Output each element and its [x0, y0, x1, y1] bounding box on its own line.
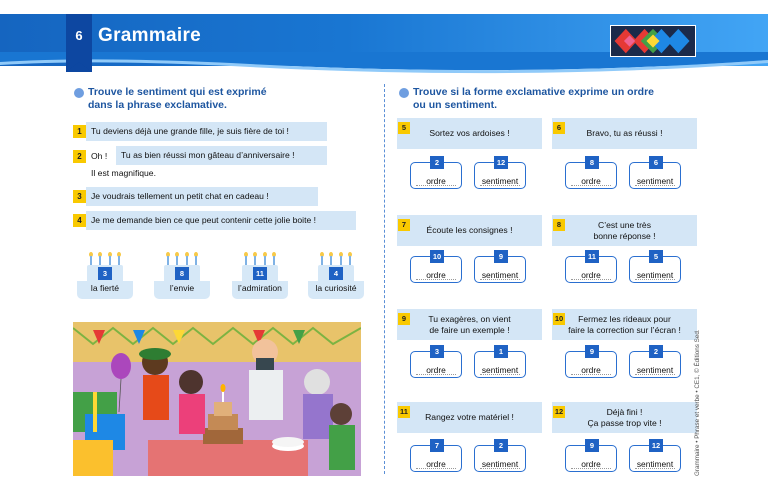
- card-text-line1: Sortez vos ardoises !: [429, 128, 510, 138]
- birthday-party-illustration: [73, 322, 361, 476]
- answer-number: 6: [649, 156, 663, 169]
- sentiment-answer[interactable]: [629, 441, 681, 472]
- cake-label: l’envie: [169, 283, 195, 293]
- card-text-line2: de faire un exemple !: [429, 324, 510, 335]
- card-text-line2: Ça passe trop vite !: [587, 417, 662, 428]
- page-number: 6: [75, 28, 83, 43]
- ordre-answer[interactable]: [565, 347, 617, 378]
- left-heading-line1: Trouve le sentiment qui est exprimé: [88, 86, 267, 98]
- ordre-answer[interactable]: [410, 252, 462, 283]
- right-heading-line1: Trouve si la forme exclamative exprime un ordre: [413, 86, 655, 98]
- answer-number: 5: [649, 250, 663, 263]
- answer-number: 8: [175, 267, 189, 280]
- sentiment-answer[interactable]: [474, 347, 526, 378]
- sentiment-label: sentiment: [636, 365, 674, 375]
- sentiment-label: sentiment: [481, 176, 519, 186]
- exclamation-card: [397, 309, 542, 340]
- cake-label: l’admiration: [238, 283, 282, 293]
- ordre-answer[interactable]: [410, 158, 462, 189]
- ordre-answer[interactable]: [565, 158, 617, 189]
- bullet-icon: [399, 88, 409, 98]
- ordre-label: ordre: [581, 270, 601, 280]
- sentence-number: 2: [73, 150, 86, 163]
- exclamation-card: [552, 309, 697, 340]
- cake-label: la curiosité: [315, 283, 357, 293]
- right-heading: [413, 86, 654, 112]
- footer-credit: Grammaire • Phrase et verbe • CE1, © Éditions Sed.: [694, 329, 701, 476]
- card-text-line1: Tu exagères, on vient: [428, 313, 511, 324]
- candles-icon: [244, 252, 276, 266]
- item-number: 8: [553, 219, 565, 231]
- item-number: 5: [398, 122, 410, 134]
- ordre-label: ordre: [581, 365, 601, 375]
- cake-answer: [150, 252, 214, 308]
- sentence-number: 4: [73, 214, 86, 227]
- right-heading-line2: ou un sentiment.: [413, 99, 497, 111]
- sentence-number: 1: [73, 125, 86, 138]
- card-text-line1: Fermez les rideaux pour: [578, 313, 671, 324]
- page-title: Grammaire: [98, 25, 202, 46]
- card-text-line1: Rangez votre matériel !: [425, 412, 514, 422]
- column-divider: [384, 84, 385, 474]
- answer-number: 4: [329, 267, 343, 280]
- card-text-line2: faire la correction sur l’écran !: [568, 324, 681, 335]
- sentence-1: Tu deviens déjà une grande fille, je suis fière de toi !: [86, 122, 327, 141]
- cake-answer: [73, 252, 137, 308]
- item-number: 7: [398, 219, 410, 231]
- candles-icon: [320, 252, 352, 266]
- sentence-2-prefix: Oh !: [91, 151, 108, 161]
- card-text-line1: C’est une très: [597, 219, 652, 230]
- exclamation-card: [552, 402, 697, 433]
- answer-number: 2: [430, 156, 444, 169]
- sentiment-answer[interactable]: [629, 252, 681, 283]
- card-text-line1: Bravo, tu as réussi !: [586, 128, 663, 138]
- cake-label: la fierté: [90, 283, 120, 293]
- answer-number: 12: [649, 439, 663, 452]
- sentiment-answer[interactable]: [474, 441, 526, 472]
- sentiment-label: sentiment: [636, 176, 674, 186]
- sentiment-answer[interactable]: [629, 158, 681, 189]
- answer-number: 7: [430, 439, 444, 452]
- answer-number: 2: [649, 345, 663, 358]
- answer-number: 9: [494, 250, 508, 263]
- exclamation-card: [397, 118, 542, 149]
- ordre-label: ordre: [426, 365, 446, 375]
- card-text-line2: bonne réponse !: [593, 230, 656, 241]
- sentence-3: Je voudrais tellement un petit chat en cadeau !: [86, 187, 318, 206]
- answer-number: 8: [585, 156, 599, 169]
- answer-number: 2: [494, 439, 508, 452]
- ordre-label: ordre: [581, 459, 601, 469]
- sentence-4: Je me demande bien ce que peut contenir cette jolie boite !: [86, 211, 356, 230]
- answer-number: 11: [253, 267, 267, 280]
- answer-number: 12: [494, 156, 508, 169]
- answer-number: 3: [98, 267, 112, 280]
- card-text-line1: Déjà fini !: [606, 406, 643, 417]
- item-number: 11: [398, 406, 410, 418]
- sentiment-label: sentiment: [636, 459, 674, 469]
- answer-number: 9: [585, 439, 599, 452]
- sentiment-label: sentiment: [636, 270, 674, 280]
- ordre-answer[interactable]: [410, 441, 462, 472]
- item-number: 9: [398, 313, 410, 325]
- ordre-label: ordre: [426, 270, 446, 280]
- ordre-answer[interactable]: [565, 441, 617, 472]
- card-text-line1: Écoute les consignes !: [426, 225, 513, 235]
- candles-icon: [89, 252, 121, 266]
- answer-number: 9: [585, 345, 599, 358]
- candles-icon: [166, 252, 198, 266]
- answer-number: 10: [430, 250, 444, 263]
- sentiment-label: sentiment: [481, 270, 519, 280]
- ordre-label: ordre: [426, 459, 446, 469]
- sentence-2: Tu as bien réussi mon gâteau d’anniversaire !: [116, 146, 327, 165]
- sentence-2-suffix: Il est magnifique.: [91, 168, 156, 178]
- item-number: 10: [554, 314, 564, 323]
- sentiment-label: sentiment: [481, 459, 519, 469]
- left-heading-line2: dans la phrase exclamative.: [88, 99, 227, 111]
- cake-answer: [304, 252, 368, 308]
- exclamation-card: [397, 402, 542, 433]
- ordre-answer[interactable]: [410, 347, 462, 378]
- page-tab-notch: [66, 62, 92, 72]
- exclamation-card: [552, 215, 697, 246]
- item-number: 12: [554, 407, 564, 416]
- ordre-label: ordre: [581, 176, 601, 186]
- cake-answer: [228, 252, 292, 308]
- exclamation-card: [552, 118, 697, 149]
- sentiment-label: sentiment: [481, 365, 519, 375]
- answer-number: 11: [585, 250, 599, 263]
- sentiment-answer[interactable]: [629, 347, 681, 378]
- puzzle-grid-icon: [610, 25, 696, 57]
- sentence-number: 3: [73, 190, 86, 203]
- item-number: 6: [553, 122, 565, 134]
- answer-number: 3: [430, 345, 444, 358]
- left-heading: [88, 86, 267, 112]
- ordre-answer[interactable]: [565, 252, 617, 283]
- ordre-label: ordre: [426, 176, 446, 186]
- bullet-icon: [74, 88, 84, 98]
- sentiment-answer[interactable]: [474, 158, 526, 189]
- answer-number: 1: [494, 345, 508, 358]
- exclamation-card: [397, 215, 542, 246]
- sentiment-answer[interactable]: [474, 252, 526, 283]
